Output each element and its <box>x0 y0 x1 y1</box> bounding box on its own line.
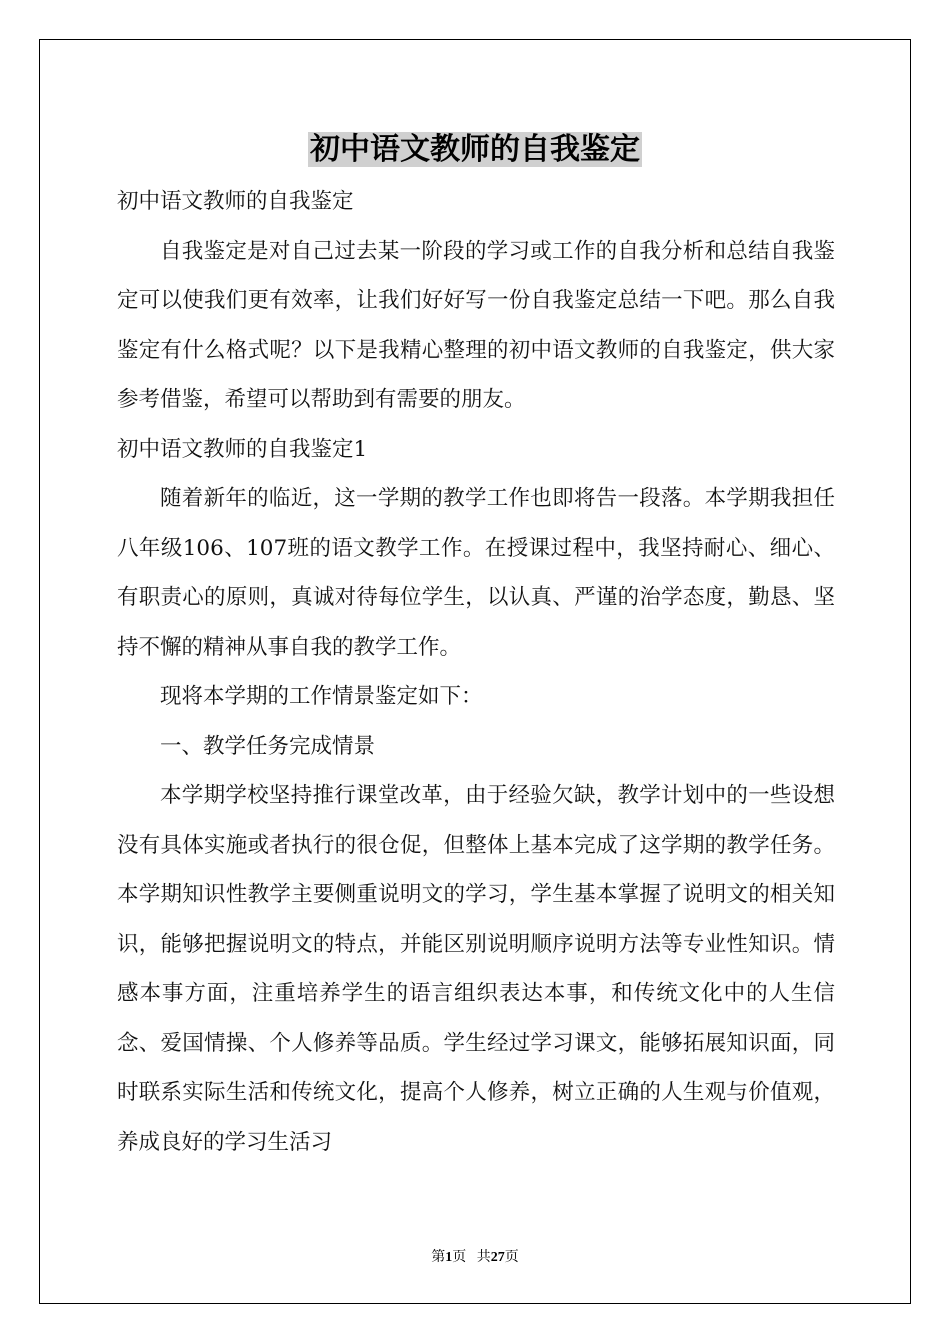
document-body <box>117 177 835 1167</box>
paragraph: 自我鉴定是对自己过去某一阶段的学习或工作的自我分析和总结自我鉴定可以使我们更有效率，让我们好好写一份自我鉴定总结一下吧。那么自我鉴定有什么格式呢？以下是我精心整理的初中语文教师的自我鉴定，供大家参考借鉴，希望可以帮助到有需要的朋友。 <box>117 238 835 412</box>
paragraph: 随着新年的临近，这一学期的教学工作也即将告一段落。本学期我担任八年级106、107班的语文教学工作。在授课过程中，我坚持耐心、细心、有职责心的原则，真诚对待每位学生，以认真、严谨的治学态度，勤恳、坚持不懈的精神从事自我的教学工作。 <box>117 486 835 660</box>
paragraph: 本学期学校坚持推行课堂改革，由于经验欠缺，教学计划中的一些设想没有具体实施或者执行的很仓促，但整体上基本完成了这学期的教学任务。本学期知识性教学主要侧重说明文的学习，学生基本掌握了说明文的相关知识，能够把握说明文的特点，并能区别说明顺序说明方法等专业性知识。情感本事方面，注重培养学生的语言组织表达本事，和传统文化中的人生信念、爱国情操、个人修养等品质。学生经过学习课文，能够拓展知识面，同时联系实际生活和传统文化，提高个人修养，树立正确的人生观与价值观，养成良好的学习生活习 <box>117 783 835 1155</box>
document-title <box>0 128 950 172</box>
footer-prefix: 第 <box>431 1250 446 1265</box>
footer-suffix: 页 <box>504 1250 519 1265</box>
paragraph: 初中语文教师的自我鉴定 <box>117 189 354 214</box>
paragraph: 一、教学任务完成情景 <box>160 733 376 759</box>
footer-page-current: 1 <box>445 1250 453 1265</box>
document-title-text: 初中语文教师的自我鉴定 <box>310 132 640 167</box>
page-footer <box>0 1246 950 1266</box>
footer-middle: 页 共 <box>452 1250 491 1265</box>
footer-page-total: 27 <box>490 1250 505 1265</box>
paragraph: 初中语文教师的自我鉴定1 <box>117 436 368 462</box>
paragraph: 现将本学期的工作情景鉴定如下： <box>160 684 483 709</box>
